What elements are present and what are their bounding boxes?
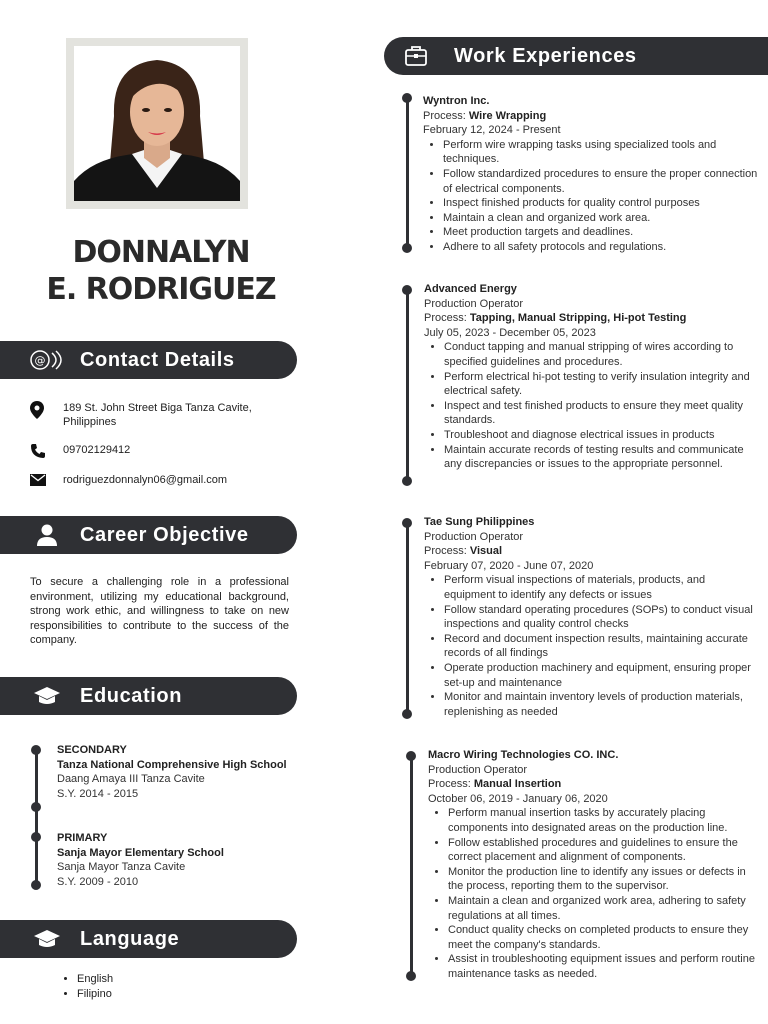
email-text: rodriguezdonnalyn06@gmail.com: [63, 474, 228, 486]
education-school: Tanza National Comprehensive High School: [57, 758, 287, 771]
job-duty: • Follow established procedures and guidelines to ensure the correct placement and alignment of components.: [448, 836, 760, 865]
job-duty: • Maintain a clean and organized work area, adhering to safety regulations at all times.: [448, 894, 760, 923]
job-process: Process: Tapping, Manual Stripping, Hi-pot Testing: [424, 312, 687, 325]
job-company: Wyntron Inc.: [423, 95, 490, 107]
job-duty: • Follow standardized procedures to ensure the proper connection of electrical components.: [443, 167, 758, 196]
education-school: Sanja Mayor Elementary School: [57, 846, 224, 859]
job-duties: [444, 573, 759, 719]
education-years: S.Y. 2009 - 2010: [57, 875, 139, 888]
education-title: Education: [80, 684, 183, 707]
job-entry-macro-wiring: [428, 748, 760, 982]
job-timeline-line: [410, 756, 413, 976]
profile-photo: [74, 46, 240, 201]
job-dates: February 12, 2024 - Present: [423, 124, 561, 137]
job-company: Advanced Energy: [424, 283, 517, 295]
career-objective-title: Career Objective: [80, 523, 249, 546]
job-duty: • Conduct tapping and manual stripping of wires according to specified guidelines and procedures.: [444, 340, 759, 369]
career-objective-text: To secure a challenging role in a professional environment, utilizing my educational background, strong work ethic, and willingness to take on new responsibilities to contribute to the success of the company.: [30, 576, 289, 647]
job-role: Production Operator: [428, 763, 528, 776]
job-timeline-dot: [402, 285, 412, 295]
job-duty: • Record and document inspection results, maintaining accurate records of all findings: [444, 632, 759, 661]
location-pin-icon: [30, 401, 52, 429]
job-duty: • Meet production targets and deadlines.: [443, 225, 758, 240]
phone-text: 09702129412: [63, 444, 131, 456]
education-timeline-dot: [31, 880, 41, 890]
education-location: Sanja Mayor Tanza Cavite: [57, 861, 186, 874]
job-duty: • Troubleshoot and diagnose electrical issues in products: [444, 428, 759, 443]
job-dates: July 05, 2023 - December 05, 2023: [424, 326, 596, 339]
job-timeline-dot: [402, 709, 412, 719]
job-timeline-line: [406, 290, 409, 481]
work-experiences-title: Work Experiences: [454, 44, 637, 67]
language-list: [62, 972, 113, 1002]
education-timeline-dot: [31, 802, 41, 812]
contact-phone: [30, 443, 300, 463]
education-level: SECONDARY: [57, 744, 127, 756]
name-last: E. RODRIGUEZ: [46, 272, 276, 307]
graduation-cap-icon: [26, 683, 68, 709]
job-timeline-dot: [406, 751, 416, 761]
job-process: Process: Wire Wrapping: [423, 109, 547, 122]
job-timeline-line: [406, 523, 409, 714]
contact-icon: [26, 347, 68, 373]
contact-details-header: [0, 341, 297, 379]
contact-details-title: Contact Details: [80, 348, 235, 371]
job-company: Tae Sung Philippines: [424, 516, 535, 528]
education-entry-secondary: [57, 743, 297, 801]
job-process: Process: Manual Insertion: [428, 778, 562, 791]
job-duty: • Perform electrical hi-pot testing to verify insulation integrity and electrical safety.: [444, 370, 759, 399]
education-timeline-dot: [31, 832, 41, 842]
job-duty: • Perform manual insertion tasks by accurately placing components into designated areas on the production line.: [448, 806, 760, 835]
work-experiences-header: [384, 37, 768, 75]
education-location: Daang Amaya III Tanza Cavite: [57, 773, 205, 786]
profile-photo-frame: [66, 38, 248, 209]
job-duty: • Inspect and test finished products to ensure they meet quality standards.: [444, 399, 759, 428]
language-item: • English: [77, 972, 113, 987]
job-timeline-dot: [402, 243, 412, 253]
job-entry-advanced-energy: [424, 282, 759, 472]
job-duty: • Assist in troubleshooting equipment issues and perform routine maintenance tasks as needed.: [448, 952, 760, 981]
job-role: Production Operator: [424, 297, 524, 310]
job-timeline-dot: [406, 971, 416, 981]
contact-email: [30, 473, 300, 490]
job-role: Production Operator: [424, 530, 524, 543]
education-level: PRIMARY: [57, 832, 108, 844]
language-title: Language: [80, 927, 180, 950]
education-entry-primary: [57, 831, 297, 889]
name-first: DONNALYN: [72, 235, 250, 270]
briefcase-icon: [398, 43, 434, 69]
job-duty: • Follow standard operating procedures (SOPs) to conduct visual inspections and quality control checks: [444, 603, 759, 632]
job-duties: [443, 138, 758, 255]
phone-icon: [30, 443, 52, 463]
job-dates: February 07, 2020 - June 07, 2020: [424, 559, 594, 572]
job-duty: • Conduct quality checks on completed products to ensure they meet the company's standards.: [448, 923, 760, 952]
job-timeline-line: [406, 98, 409, 248]
svg-text:@: @: [34, 354, 46, 367]
education-timeline-dot: [31, 745, 41, 755]
job-timeline-dot: [402, 518, 412, 528]
job-duty: • Maintain a clean and organized work area.: [443, 211, 758, 226]
language-item: • Filipino: [77, 987, 113, 1002]
job-duty: • Inspect finished products for quality control purposes: [443, 196, 758, 211]
job-process: Process: Visual: [424, 545, 503, 558]
job-dates: October 06, 2019 - January 06, 2020: [428, 792, 608, 805]
job-duty: • Monitor the production line to identify any issues or defects in the process, reporting them to the supervisor.: [448, 865, 760, 894]
education-header: [0, 677, 297, 715]
job-duty: • Perform wire wrapping tasks using specialized tools and techniques.: [443, 138, 758, 167]
job-entry-tae-sung: [424, 515, 759, 719]
job-duties: [444, 340, 759, 471]
language-header: [0, 920, 297, 958]
job-company: Macro Wiring Technologies CO. INC.: [428, 749, 619, 761]
address-text: 189 St. John Street Biga Tanza Cavite, Philippines: [63, 402, 252, 428]
job-duties: [448, 806, 760, 981]
education-years: S.Y. 2014 - 2015: [57, 787, 139, 800]
envelope-icon: [30, 473, 52, 490]
job-timeline-dot: [402, 93, 412, 103]
person-icon: [26, 522, 68, 548]
contact-address: [30, 401, 300, 429]
graduation-cap-icon: [26, 926, 68, 952]
job-duty: • Perform visual inspections of materials, products, and equipment to identify any defects or issues: [444, 573, 759, 602]
job-duty: • Operate production machinery and equipment, ensuring proper set-up and maintenance: [444, 661, 759, 690]
job-duty: • Monitor and maintain inventory levels of production materials, replenishing as needed: [444, 690, 759, 719]
job-entry-wyntron: [423, 94, 758, 255]
career-objective-header: [0, 516, 297, 554]
job-timeline-dot: [402, 476, 412, 486]
job-duty: • Adhere to all safety protocols and regulations.: [443, 240, 758, 255]
education-timeline-line: [35, 750, 38, 885]
job-duty: • Maintain accurate records of testing results and communicate any discrepancies or issues to the appropriate personnel.: [444, 443, 759, 472]
portrait-illustration: [74, 46, 240, 201]
